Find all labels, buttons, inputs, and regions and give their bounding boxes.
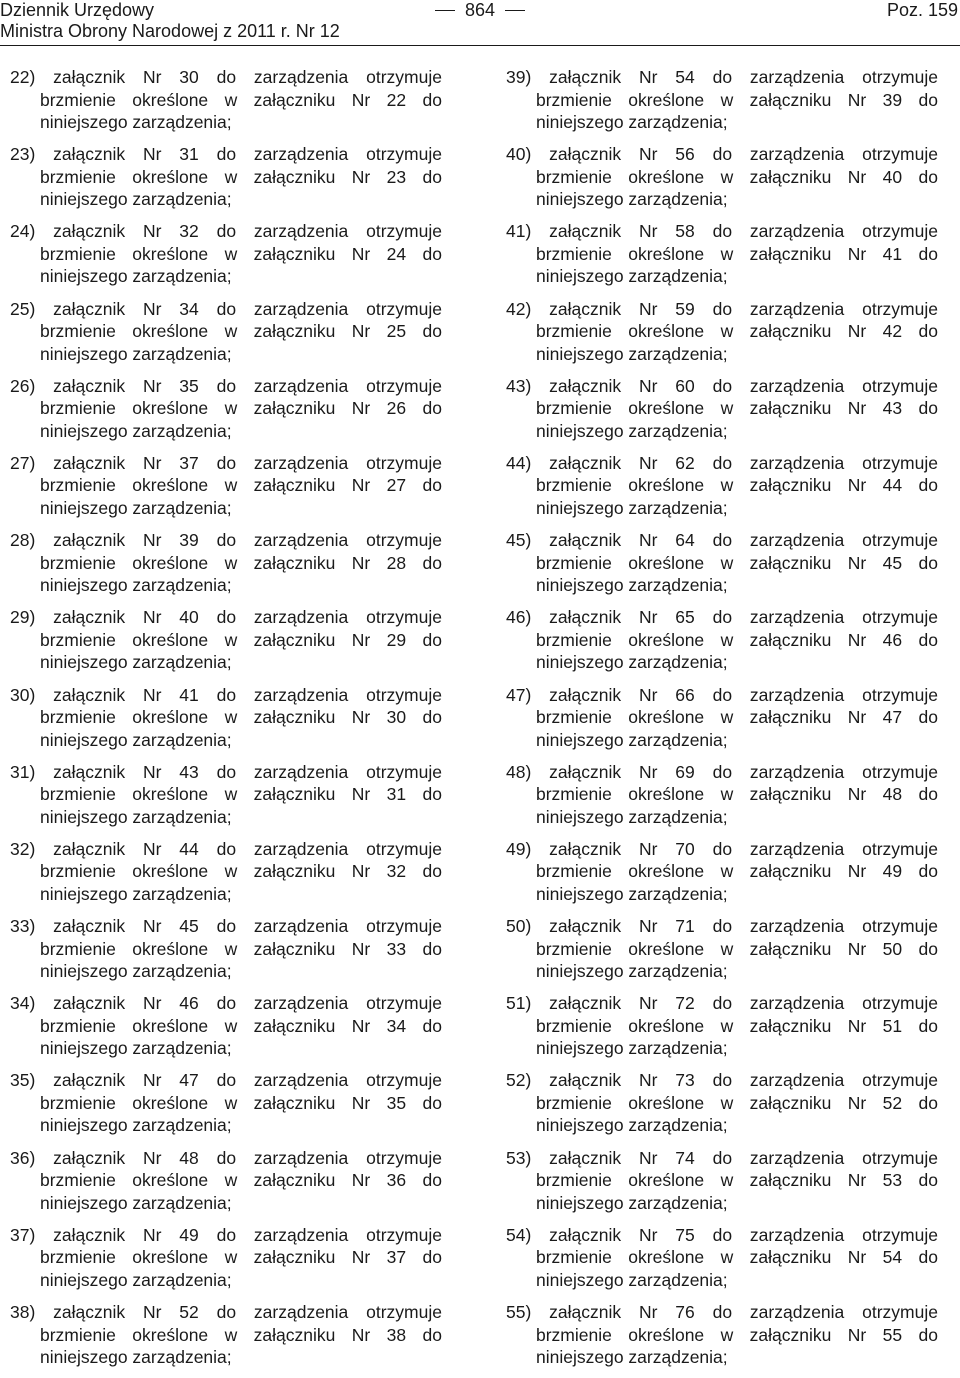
list-item: 29) załącznik Nr 40 do zarządzenia otrzymuje brzmienie określone w załączniku Nr 29 do niniejszego zarządzenia;	[10, 607, 442, 673]
list-item: 24) załącznik Nr 32 do zarządzenia otrzymuje brzmienie określone w załączniku Nr 24 do niniejszego zarządzenia;	[10, 221, 442, 287]
list-item: 22) załącznik Nr 30 do zarządzenia otrzymuje brzmienie określone w załączniku Nr 22 do niniejszego zarządzenia;	[10, 67, 442, 132]
list-item: 30) załącznik Nr 41 do zarządzenia otrzymuje brzmienie określone w załączniku Nr 30 do niniejszego zarządzenia;	[10, 684, 442, 750]
list-item: 44) załącznik Nr 62 do zarządzenia otrzymuje brzmienie określone w załączniku Nr 44 do niniejszego zarządzenia;	[506, 452, 938, 518]
page-number: 864	[464, 0, 496, 20]
list-item: 54) załącznik Nr 75 do zarządzenia otrzymuje brzmienie określone w załączniku Nr 54 do niniejszego zarządzenia;	[506, 1224, 938, 1290]
position-number: Poz. 159	[886, 0, 958, 20]
list-item: 52) załącznik Nr 73 do zarządzenia otrzymuje brzmienie określone w załączniku Nr 52 do niniejszego zarządzenia;	[506, 1070, 938, 1136]
left-column	[10, 66, 442, 1378]
list-item: 36) załącznik Nr 48 do zarządzenia otrzymuje brzmienie określone w załączniku Nr 36 do niniejszego zarządzenia;	[10, 1147, 442, 1213]
list-item: 39) załącznik Nr 54 do zarządzenia otrzymuje brzmienie określone w załączniku Nr 39 do niniejszego zarządzenia;	[506, 67, 938, 132]
list-item: 27) załącznik Nr 37 do zarządzenia otrzymuje brzmienie określone w załączniku Nr 27 do niniejszego zarządzenia;	[10, 452, 442, 518]
list-item: 26) załącznik Nr 35 do zarządzenia otrzymuje brzmienie określone w załączniku Nr 26 do niniejszego zarządzenia;	[10, 375, 442, 441]
list-item: 50) załącznik Nr 71 do zarządzenia otrzymuje brzmienie określone w załączniku Nr 50 do niniejszego zarządzenia;	[506, 916, 938, 982]
ministry-subtitle: Ministra Obrony Narodowej z 2011 r. Nr 12	[0, 21, 340, 41]
list-item: 31) załącznik Nr 43 do zarządzenia otrzymuje brzmienie określone w załączniku Nr 31 do niniejszego zarządzenia;	[10, 761, 442, 827]
list-item: 51) załącznik Nr 72 do zarządzenia otrzymuje brzmienie określone w załączniku Nr 51 do niniejszego zarządzenia;	[506, 993, 938, 1059]
dash-left	[435, 10, 455, 11]
list-item: 53) załącznik Nr 74 do zarządzenia otrzymuje brzmienie określone w załączniku Nr 53 do niniejszego zarządzenia;	[506, 1147, 938, 1213]
list-item: 55) załącznik Nr 76 do zarządzenia otrzymuje brzmienie określone w załączniku Nr 55 do niniejszego zarządzenia;	[506, 1302, 938, 1367]
list-item: 25) załącznik Nr 34 do zarządzenia otrzymuje brzmienie określone w załączniku Nr 25 do niniejszego zarządzenia;	[10, 298, 442, 364]
list-item: 46) załącznik Nr 65 do zarządzenia otrzymuje brzmienie określone w załączniku Nr 46 do niniejszego zarządzenia;	[506, 607, 938, 673]
list-item: 32) załącznik Nr 44 do zarządzenia otrzymuje brzmienie określone w załączniku Nr 32 do niniejszego zarządzenia;	[10, 838, 442, 904]
list-item: 47) załącznik Nr 66 do zarządzenia otrzymuje brzmienie określone w załączniku Nr 47 do niniejszego zarządzenia;	[506, 684, 938, 750]
list-item: 42) załącznik Nr 59 do zarządzenia otrzymuje brzmienie określone w załączniku Nr 42 do niniejszego zarządzenia;	[506, 298, 938, 364]
dash-right	[505, 10, 525, 11]
list-item: 38) załącznik Nr 52 do zarządzenia otrzymuje brzmienie określone w załączniku Nr 38 do niniejszego zarządzenia;	[10, 1302, 442, 1367]
page-header	[0, 0, 960, 46]
header-center	[0, 0, 960, 21]
list-item: 40) załącznik Nr 56 do zarządzenia otrzymuje brzmienie określone w załączniku Nr 40 do niniejszego zarządzenia;	[506, 144, 938, 210]
header-rule	[0, 45, 960, 46]
list-item: 45) załącznik Nr 64 do zarządzenia otrzymuje brzmienie określone w załączniku Nr 45 do niniejszego zarządzenia;	[506, 530, 938, 596]
right-column	[506, 66, 938, 1378]
list-item: 34) załącznik Nr 46 do zarządzenia otrzymuje brzmienie określone w załączniku Nr 34 do niniejszego zarządzenia;	[10, 993, 442, 1059]
list-item: 23) załącznik Nr 31 do zarządzenia otrzymuje brzmienie określone w załączniku Nr 23 do niniejszego zarządzenia;	[10, 144, 442, 210]
list-item: 49) załącznik Nr 70 do zarządzenia otrzymuje brzmienie określone w załączniku Nr 49 do niniejszego zarządzenia;	[506, 838, 938, 904]
list-item: 41) załącznik Nr 58 do zarządzenia otrzymuje brzmienie określone w załączniku Nr 41 do niniejszego zarządzenia;	[506, 221, 938, 287]
list-item: 37) załącznik Nr 49 do zarządzenia otrzymuje brzmienie określone w załączniku Nr 37 do niniejszego zarządzenia;	[10, 1224, 442, 1290]
journal-title: Dziennik Urzędowy	[0, 0, 155, 20]
list-item: 35) załącznik Nr 47 do zarządzenia otrzymuje brzmienie określone w załączniku Nr 35 do niniejszego zarządzenia;	[10, 1070, 442, 1136]
list-item: 43) załącznik Nr 60 do zarządzenia otrzymuje brzmienie określone w załączniku Nr 43 do niniejszego zarządzenia;	[506, 375, 938, 441]
list-item: 48) załącznik Nr 69 do zarządzenia otrzymuje brzmienie określone w załączniku Nr 48 do niniejszego zarządzenia;	[506, 761, 938, 827]
list-item: 28) załącznik Nr 39 do zarządzenia otrzymuje brzmienie określone w załączniku Nr 28 do niniejszego zarządzenia;	[10, 530, 442, 596]
list-item: 33) załącznik Nr 45 do zarządzenia otrzymuje brzmienie określone w załączniku Nr 33 do niniejszego zarządzenia;	[10, 916, 442, 982]
